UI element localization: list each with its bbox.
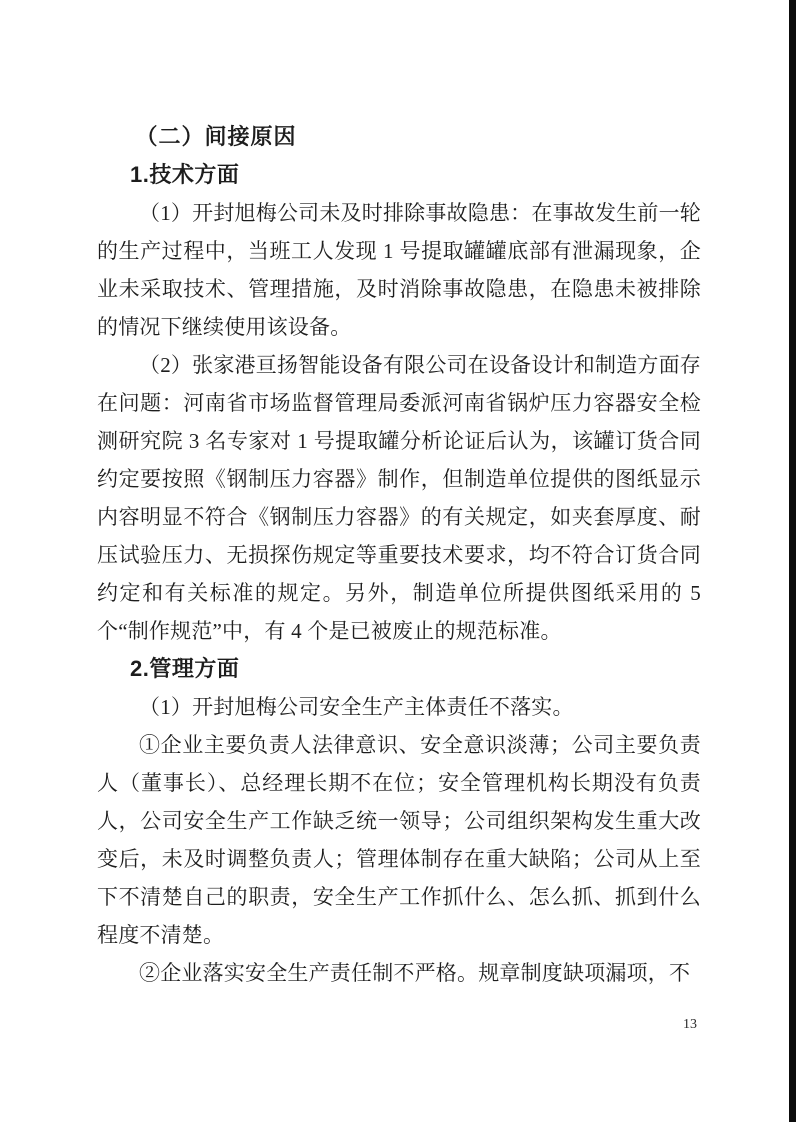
section-heading-technical-aspects: 1.技术方面 [130, 162, 240, 187]
paragraph-design-manufacturing-problems: （2）张家港亘扬智能设备有限公司在设备设计和制造方面存在问题：河南省市场监督管理局委派河南省锅炉压力容器安全检测研究院 3 名专家对 1 号提取罐分析论证后认为，该罐订货合同约定要按照《钢制压力容器》制作，但制造单位提供的图纸显示内容明显不符合《钢制压力容器》的有关规定，如夹套厚度、耐压试验压力、无损探伤规定等重要技术要求，均不符合订货合同约定和有关标准的规定。另外，制造单位所提供图纸采用的 5 个“制作规范”中，有 4 个是已被废止的规范标准。 [97, 353, 701, 643]
document-content [97, 118, 701, 992]
paragraph-responsibility-system-lax: ②企业落实安全生产责任制不严格。规章制度缺项漏项，不 [139, 961, 691, 985]
section-heading-indirect-causes: （二）间接原因 [135, 124, 297, 149]
paragraph-responsibility-not-implemented: （1）开封旭梅公司安全生产主体责任不落实。 [139, 695, 574, 719]
paragraph-weak-safety-awareness: ①企业主要负责人法律意识、安全意识淡薄；公司主要负责人（董事长）、总经理长期不在位；安全管理机构长期没有负责人，公司安全生产工作缺乏统一领导；公司组织架构发生重大改变后，未及时调整负责人；管理体制存在重大缺陷；公司从上至下不清楚自己的职责，安全生产工作抓什么、怎么抓、抓到什么程度不清楚。 [97, 733, 701, 947]
section-heading-management-aspects: 2.管理方面 [130, 656, 240, 681]
page-number: 13 [683, 1017, 697, 1032]
scan-edge-shadow [789, 0, 796, 1122]
paragraph-hazard-not-removed: （1）开封旭梅公司未及时排除事故隐患：在事故发生前一轮的生产过程中，当班工人发现 1 号提取罐罐底部有泄漏现象，企业未采取技术、管理措施，及时消除事故隐患，在隐患未被排除的情况下继续使用该设备。 [97, 201, 701, 339]
